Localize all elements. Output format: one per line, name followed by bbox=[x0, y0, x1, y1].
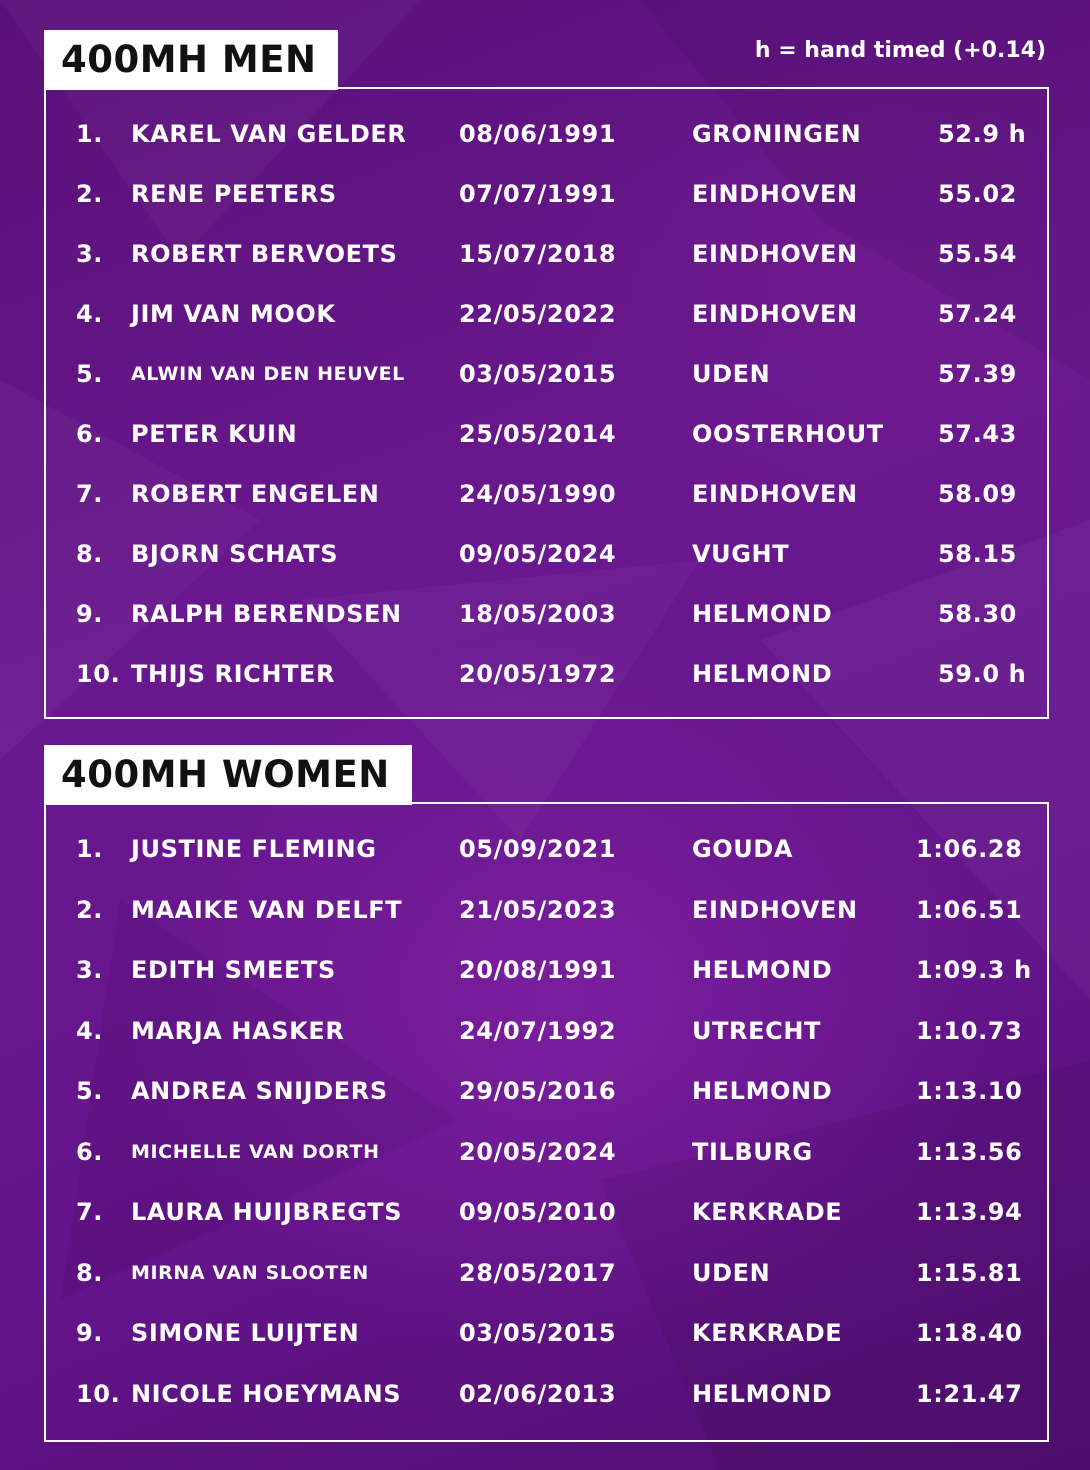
race-time: 52.9 h bbox=[938, 120, 1027, 148]
table-row bbox=[46, 404, 1047, 464]
athlete-name: MAAIKE VAN DELFT bbox=[131, 895, 403, 924]
race-date: 07/07/1991 bbox=[459, 180, 617, 208]
table-row bbox=[46, 1182, 1047, 1242]
race-time: 59.0 h bbox=[938, 660, 1027, 688]
race-date: 21/05/2023 bbox=[459, 895, 617, 924]
table-row bbox=[46, 644, 1047, 704]
table-row bbox=[46, 1001, 1047, 1061]
race-time: 58.30 bbox=[938, 600, 1017, 628]
table-row bbox=[46, 584, 1047, 644]
table-row bbox=[46, 1243, 1047, 1303]
race-date: 28/05/2017 bbox=[459, 1258, 617, 1287]
venue-name: UDEN bbox=[692, 360, 771, 388]
venue-name: TILBURG bbox=[692, 1137, 813, 1166]
hand-timed-note: h = hand timed (+0.14) bbox=[754, 38, 1046, 63]
athlete-name: MIRNA VAN SLOOTEN bbox=[131, 1261, 369, 1284]
race-time: 1:13.56 bbox=[916, 1137, 1023, 1166]
venue-name: HELMOND bbox=[692, 1379, 833, 1408]
race-date: 24/05/1990 bbox=[459, 480, 617, 508]
table-row bbox=[46, 164, 1047, 224]
venue-name: EINDHOVEN bbox=[692, 240, 858, 268]
venue-name: EINDHOVEN bbox=[692, 300, 858, 328]
venue-name: KERKRADE bbox=[692, 1319, 843, 1347]
athlete-name: RENE PEETERS bbox=[131, 180, 337, 208]
race-date: 22/05/2022 bbox=[459, 300, 617, 328]
athlete-name: PETER KUIN bbox=[131, 420, 298, 448]
venue-name: EINDHOVEN bbox=[692, 480, 858, 508]
table-row bbox=[46, 1122, 1047, 1182]
rank-number: 10. bbox=[76, 1379, 121, 1408]
race-time: 1:10.73 bbox=[916, 1016, 1023, 1045]
venue-name: HELMOND bbox=[692, 1077, 833, 1105]
rank-number: 1. bbox=[76, 835, 104, 863]
table-row bbox=[46, 344, 1047, 404]
athlete-name: JIM VAN MOOK bbox=[131, 300, 336, 328]
race-time: 1:21.47 bbox=[916, 1379, 1023, 1408]
rank-number: 7. bbox=[76, 1198, 104, 1226]
race-date: 15/07/2018 bbox=[459, 240, 617, 268]
table-row bbox=[46, 880, 1047, 940]
athlete-name: LAURA HUIJBREGTS bbox=[131, 1198, 403, 1226]
athlete-name: SIMONE LUIJTEN bbox=[131, 1319, 360, 1347]
table-row bbox=[46, 1303, 1047, 1363]
race-date: 20/05/2024 bbox=[459, 1137, 617, 1166]
table-row bbox=[46, 104, 1047, 164]
athlete-name: MICHELLE VAN DORTH bbox=[131, 1140, 380, 1163]
race-date: 20/08/1991 bbox=[459, 956, 617, 984]
athlete-name: JUSTINE FLEMING bbox=[131, 835, 377, 863]
rank-number: 5. bbox=[76, 360, 104, 388]
table-row bbox=[46, 1061, 1047, 1121]
venue-name: UDEN bbox=[692, 1258, 771, 1287]
race-date: 09/05/2024 bbox=[459, 540, 617, 568]
rank-number: 4. bbox=[76, 1016, 104, 1045]
athlete-name: KAREL VAN GELDER bbox=[131, 120, 407, 148]
rank-number: 5. bbox=[76, 1077, 104, 1105]
athlete-name: ROBERT ENGELEN bbox=[131, 480, 380, 508]
race-date: 20/05/1972 bbox=[459, 660, 617, 688]
athlete-name: ALWIN VAN DEN HEUVEL bbox=[131, 363, 405, 385]
athlete-name: BJORN SCHATS bbox=[131, 540, 339, 568]
race-date: 18/05/2003 bbox=[459, 600, 617, 628]
rank-number: 2. bbox=[76, 895, 104, 924]
rank-number: 6. bbox=[76, 420, 104, 448]
table-row bbox=[46, 819, 1047, 879]
race-date: 03/05/2015 bbox=[459, 1319, 617, 1347]
race-time: 1:06.28 bbox=[916, 835, 1023, 863]
men-ranking-table bbox=[44, 87, 1049, 719]
rank-number: 9. bbox=[76, 600, 104, 628]
women-ranking-table bbox=[44, 802, 1049, 1442]
venue-name: KERKRADE bbox=[692, 1198, 843, 1226]
rank-number: 7. bbox=[76, 480, 104, 508]
rank-number: 8. bbox=[76, 540, 104, 568]
men-section-title: 400MH MEN bbox=[44, 30, 338, 90]
race-time: 1:15.81 bbox=[916, 1258, 1023, 1287]
rank-number: 10. bbox=[76, 660, 121, 688]
venue-name: GOUDA bbox=[692, 835, 794, 863]
rank-number: 3. bbox=[76, 956, 104, 984]
rank-number: 1. bbox=[76, 120, 104, 148]
athlete-name: EDITH SMEETS bbox=[131, 956, 336, 984]
race-time: 55.54 bbox=[938, 240, 1017, 268]
athlete-name: NICOLE HOEYMANS bbox=[131, 1379, 402, 1408]
race-date: 24/07/1992 bbox=[459, 1016, 617, 1045]
race-time: 55.02 bbox=[938, 180, 1017, 208]
venue-name: HELMOND bbox=[692, 660, 833, 688]
venue-name: UTRECHT bbox=[692, 1016, 822, 1045]
rank-number: 6. bbox=[76, 1137, 104, 1166]
venue-name: EINDHOVEN bbox=[692, 895, 858, 924]
race-time: 1:06.51 bbox=[916, 895, 1023, 924]
race-date: 08/06/1991 bbox=[459, 120, 617, 148]
rank-number: 9. bbox=[76, 1319, 104, 1347]
race-date: 09/05/2010 bbox=[459, 1198, 617, 1226]
race-time: 1:18.40 bbox=[916, 1319, 1023, 1347]
rank-number: 4. bbox=[76, 300, 104, 328]
race-date: 02/06/2013 bbox=[459, 1379, 617, 1408]
venue-name: VUGHT bbox=[692, 540, 790, 568]
table-row bbox=[46, 284, 1047, 344]
table-row bbox=[46, 940, 1047, 1000]
athlete-name: MARJA HASKER bbox=[131, 1016, 345, 1045]
race-time: 57.43 bbox=[938, 420, 1017, 448]
table-row bbox=[46, 224, 1047, 284]
venue-name: GRONINGEN bbox=[692, 120, 862, 148]
rank-number: 2. bbox=[76, 180, 104, 208]
race-time: 57.24 bbox=[938, 300, 1017, 328]
race-time: 58.15 bbox=[938, 540, 1017, 568]
venue-name: HELMOND bbox=[692, 600, 833, 628]
rank-number: 8. bbox=[76, 1258, 104, 1287]
rank-number: 3. bbox=[76, 240, 104, 268]
table-row bbox=[46, 464, 1047, 524]
race-time: 57.39 bbox=[938, 360, 1017, 388]
race-time: 58.09 bbox=[938, 480, 1017, 508]
athlete-name: THIJS RICHTER bbox=[131, 660, 336, 688]
athlete-name: ROBERT BERVOETS bbox=[131, 240, 398, 268]
race-time: 1:09.3 h bbox=[916, 956, 1032, 984]
race-date: 25/05/2014 bbox=[459, 420, 617, 448]
venue-name: OOSTERHOUT bbox=[692, 420, 884, 448]
venue-name: HELMOND bbox=[692, 956, 833, 984]
venue-name: EINDHOVEN bbox=[692, 180, 858, 208]
table-row bbox=[46, 1364, 1047, 1424]
women-section-title: 400MH WOMEN bbox=[44, 745, 412, 805]
race-time: 1:13.94 bbox=[916, 1198, 1023, 1226]
race-time: 1:13.10 bbox=[916, 1077, 1023, 1105]
race-date: 29/05/2016 bbox=[459, 1077, 617, 1105]
athlete-name: ANDREA SNIJDERS bbox=[131, 1077, 388, 1105]
table-row bbox=[46, 524, 1047, 584]
race-date: 03/05/2015 bbox=[459, 360, 617, 388]
athlete-name: RALPH BERENDSEN bbox=[131, 600, 402, 628]
race-date: 05/09/2021 bbox=[459, 835, 617, 863]
